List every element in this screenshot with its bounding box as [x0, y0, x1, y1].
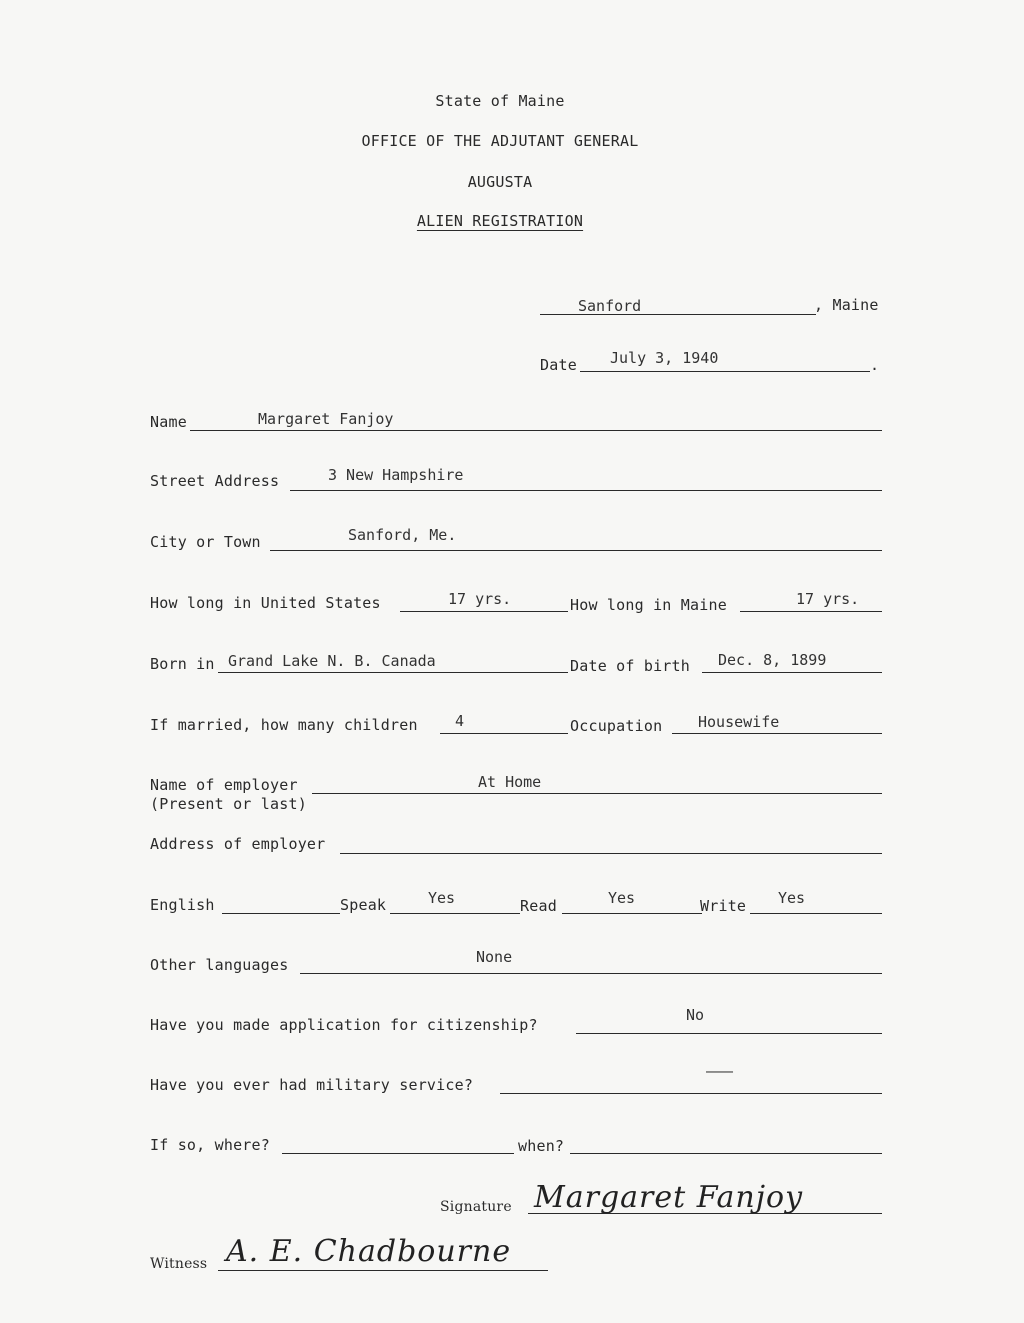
date-label: Date — [540, 356, 577, 374]
dob-line — [702, 672, 882, 673]
employer-address-line — [340, 853, 882, 854]
us-years-line — [400, 611, 568, 612]
form-title: ALIEN REGISTRATION — [416, 212, 584, 230]
other-languages-value: None — [476, 948, 513, 966]
place-value: Sanford — [578, 297, 642, 315]
me-years-value: 17 yrs. — [796, 590, 860, 608]
witness-label: Witness — [150, 1256, 208, 1272]
where-line — [282, 1153, 514, 1154]
read-label: Read — [520, 897, 557, 915]
children-value: 4 — [455, 712, 465, 730]
city-line — [270, 550, 882, 551]
signature-handwriting: Margaret Fanjoy — [534, 1180, 804, 1215]
born-label: Born in — [150, 655, 215, 673]
street-label: Street Address — [150, 472, 280, 490]
signature-label: Signature — [440, 1199, 512, 1215]
when-label: when? — [518, 1137, 565, 1155]
witness-handwriting: A. E. Chadbourne — [226, 1234, 512, 1269]
city-label: City or Town — [150, 533, 261, 551]
us-years-value: 17 yrs. — [448, 590, 512, 608]
dob-value: Dec. 8, 1899 — [718, 651, 827, 669]
occupation-line — [672, 733, 882, 734]
read-line — [562, 913, 702, 914]
date-suffix: . — [870, 356, 880, 374]
street-value: 3 New Hampshire — [328, 466, 464, 484]
employer-address-label: Address of employer — [150, 835, 326, 853]
english-line — [222, 913, 340, 914]
children-label: If married, how many children — [150, 716, 418, 734]
street-line — [290, 490, 882, 491]
date-value: July 3, 1940 — [610, 349, 719, 367]
other-languages-label: Other languages — [150, 956, 289, 974]
military-line — [500, 1093, 882, 1094]
state-heading: State of Maine — [435, 92, 565, 110]
speak-value: Yes — [428, 889, 456, 907]
military-value: ——— — [706, 1062, 734, 1080]
occupation-label: Occupation — [570, 717, 663, 735]
place-suffix: , Maine — [814, 296, 879, 314]
children-line — [440, 733, 568, 734]
english-label: English — [150, 896, 215, 914]
write-value: Yes — [778, 889, 806, 907]
citizenship-label: Have you made application for citizenship? — [150, 1016, 538, 1034]
name-value: Margaret Fanjoy — [258, 410, 394, 428]
employer-line — [312, 793, 882, 794]
born-value: Grand Lake N. B. Canada — [228, 652, 436, 670]
write-line — [750, 913, 882, 914]
us-years-label: How long in United States — [150, 594, 381, 612]
other-languages-line — [300, 973, 882, 974]
me-years-label: How long in Maine — [570, 596, 727, 614]
read-value: Yes — [608, 889, 636, 907]
dob-label: Date of birth — [570, 657, 690, 675]
citizenship-value: No — [686, 1006, 705, 1024]
office-heading: OFFICE OF THE ADJUTANT GENERAL — [361, 132, 639, 150]
witness-line — [218, 1270, 548, 1271]
city-heading: AUGUSTA — [467, 173, 533, 191]
where-label: If so, where? — [150, 1136, 270, 1154]
signature-line — [528, 1213, 882, 1214]
date-line — [580, 371, 870, 372]
citizenship-line — [576, 1033, 882, 1034]
military-label: Have you ever had military service? — [150, 1076, 474, 1094]
name-line — [190, 430, 882, 431]
born-line — [218, 672, 568, 673]
city-value: Sanford, Me. — [348, 526, 457, 544]
employer-sublabel: (Present or last) — [150, 795, 307, 813]
speak-line — [390, 913, 520, 914]
employer-label: Name of employer — [150, 776, 298, 794]
place-line — [540, 314, 816, 315]
employer-value: At Home — [478, 773, 542, 791]
write-label: Write — [700, 897, 747, 915]
me-years-line — [740, 611, 882, 612]
name-label: Name — [150, 413, 187, 431]
occupation-value: Housewife — [698, 713, 780, 731]
when-line — [570, 1153, 882, 1154]
speak-label: Speak — [340, 896, 387, 914]
